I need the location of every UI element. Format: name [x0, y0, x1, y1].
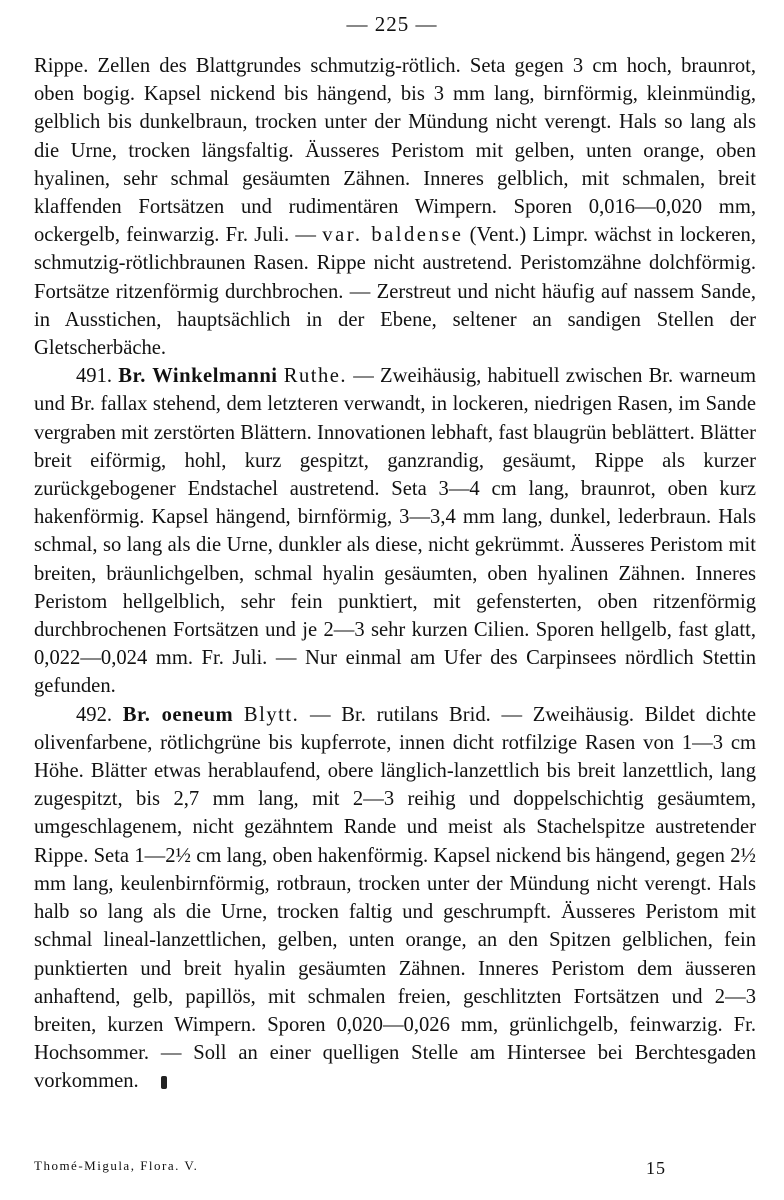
ink-mark-icon — [161, 1076, 167, 1089]
species-description: — Zweihäusig, habituell zwischen Br. warneum und Br. fallax stehend, dem letzteren verwandt, in lockeren, niedrigen Rasen, im Sande vergraben mit zerstörten Blättern. Innovationen lebhaft, fast blaugrün beblättert. Blätter breit eiförmig, hohl, kurz gespitzt, ganzrandig, gesäumt, Rippe als kurzer zurückgebogener Endstachel austretend. Seta 3—4 cm lang, braunrot, oben kurz hakenförmig. Kapsel hängend, birnförmig, 3—3,4 mm lang, dunkel, lederbraun. Hals schmal, so lang als die Urne, dunkler als diese, nicht gekrümmt. Äusseres Peristom mit breiten, bräunlichgelben, schmal hyalin gesäumten, oben hyalinen Zähnen. Inneres Peristom hellgelblich, sehr fein punktiert, mit gefensterten, oben ritzenförmig durchbrochenen Fortsätzen und je 2—3 sehr kurzen Cilien. Sporen hellgelb, fast glatt, 0,022—0,024 mm. Fr. Juli. — Nur einmal am Ufer des Carpinsees nördlich Stettin gefunden. — [34, 365, 756, 698]
species-number: 492. — [76, 703, 113, 726]
paragraph-text: Rippe. Zellen des Blattgrundes schmutzig-rötlich. Seta gegen 3 cm hoch, braunrot, oben bogig. Kapsel nickend bis hängend, bis 3 mm lang, birnförmig, kleinmündig, gelblich bis dunkelbraun, trocken unter der Mündung nicht verengt. Hals so lang als die Urne, trocken längsfaltig. Äusseres Peristom mit gelben, unten orange, oben hyalinen, sehr schmal gesäumten Zähnen. Inneres gelblich, mit schmalen, breit klaffenden Fortsätzen und rudimentären Wimpern. Sporen 0,016—0,020 mm, ockergelb, feinwarzig. Fr. Juli. — — [34, 55, 756, 247]
species-author: Blytt. — [243, 703, 300, 726]
species-entry-492 — [34, 701, 756, 1096]
paragraph-text: (Vent.) Limpr. wächst in lockeren, schmutzig-rötlichbraunen Rasen. Rippe nicht austretend. Peristomzähne dolchförmig. Fortsätze ritzenförmig durchbrochen. — Zerstreut und nicht häufig auf nassem Sande, in Ausstichen, hauptsächlich in der Ebene, seltener an sandigen Stellen der Gletscherbäche. — [34, 224, 756, 360]
species-name: Br. Winkelmanni — [118, 365, 278, 388]
variety-name: var. baldense — [322, 224, 464, 247]
species-author: Ruthe. — [283, 365, 348, 388]
paragraph-continuation — [34, 52, 756, 362]
species-description: — Br. rutilans Brid. — Zweihäusig. Bildet dichte olivenfarbene, rötlichgrüne bis kupferrote, innen dicht rotfilzige Rasen von 1—3 cm Höhe. Blätter etwas herablaufend, obere länglich-lanzettlich bis breit lanzettlich, lang zugespitzt, bis 2,7 mm lang, mit 2—3 reihig und doppelschichtig gesäumtem, umgeschlagenem, nicht gezähntem Rande und meist als Stachelspitze austretender Rippe. Seta 1—2½ cm lang, oben hakenförmig. Kapsel nickend bis hängend, gegen 2½ mm lang, keulenbirnförmig, rotbraun, trocken unter der Mündung nicht verengt. Hals halb so lang als die Urne, trocken faltig und geschrumpft. Äusseres Peristom mit schmal lineal-lanzettlichen, gelben, unten orange, an den Spitzen gelblichen, fein punktierten und breit hyalin gesäumten Zähnen. Inneres Peristom dem äusseren anhaftend, gelb, papillös, mit schmalen freien, geschlitzten Fortsätzen und 2—3 breiten, kurzen Wimpern. Sporen 0,020—0,026 mm, grünlichgelb, feinwarzig. Fr. Hochsommer. — Soll an einer quelligen Stelle am Hintersee bei Berchtesgaden vorkommen. — [34, 703, 757, 1093]
page-body — [34, 52, 756, 1096]
page-footer — [34, 1158, 756, 1178]
species-entry-491 — [34, 362, 756, 700]
species-number: 491. — [76, 365, 113, 388]
footer-publication: Thomé-Migula, Flora. V. — [34, 1158, 199, 1173]
page-number: — 225 — — [346, 12, 438, 36]
sheet-number: 15 — [646, 1158, 666, 1178]
species-name: Br. oeneum — [122, 703, 234, 726]
